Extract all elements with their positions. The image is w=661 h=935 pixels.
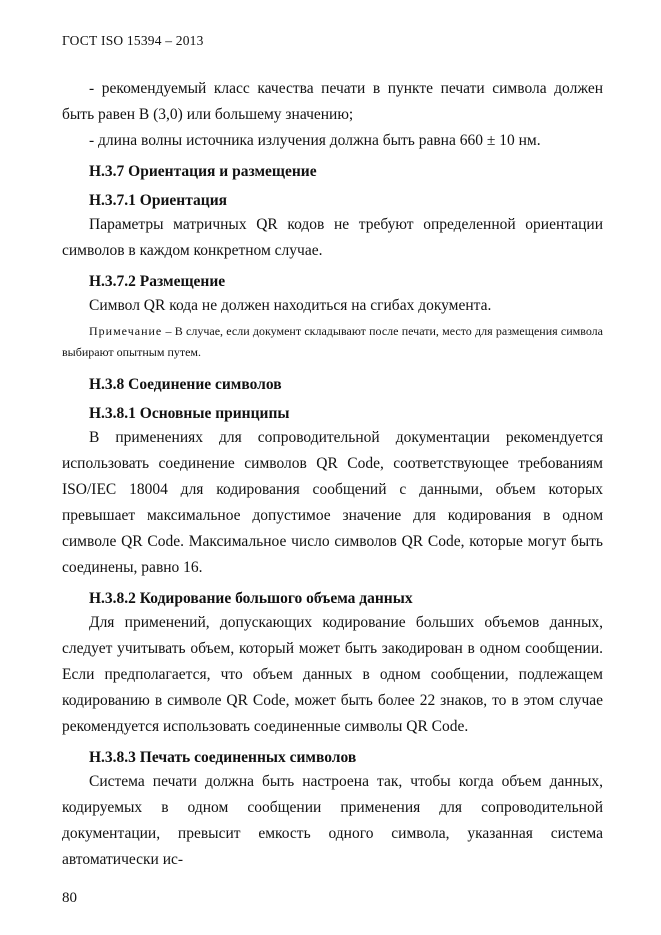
standard-header: ГОСТ ISO 15394 – 2013 xyxy=(62,33,204,48)
note-text: – В случае, если документ складывают после печати, место для размещения символа выбирают опытным путем. xyxy=(62,324,603,359)
heading-orientation-placement: H.3.7 Ориентация и размещение xyxy=(89,163,317,180)
paragraph-orientation: Параметры матричных QR кодов не требуют определенной ориентации символов в каждом конкретном случае. xyxy=(62,216,603,259)
heading-symbol-linking: H.3.8 Соединение символов xyxy=(89,376,282,393)
note-label: Примечание xyxy=(89,324,163,338)
paragraph-linked-symbol-printing: Система печати должна быть настроена так, чтобы когда объем данных, кодируемых в одном сообщении применения для сопроводительной документации, превысит емкость одного символа, указанная система автоматически ис- xyxy=(62,773,603,868)
heading-basic-principles: H.3.8.1 Основные принципы xyxy=(89,405,290,422)
page-number: 80 xyxy=(62,890,77,906)
paragraph-basic-principles: В применениях для сопроводительной документации рекомендуется использовать соединение символов QR Code, соответствующее требованиям ISO/IEC 18004 для кодирования сообщений с данными, объем которых превышает максимальное допустимое значение для кодирования в одном символе QR Code. Максимальное число символов QR Code, которые могут быть соединены, равно 16. xyxy=(62,429,603,576)
paragraph-wavelength: - длина волны источника излучения должна быть равна 660 ± 10 нм. xyxy=(89,132,541,149)
page-body xyxy=(62,76,603,873)
heading-placement: H.3.7.2 Размещение xyxy=(89,273,226,290)
paragraph-print-quality: - рекомендуемый класс качества печати в пункте печати символа должен быть равен B (3,0) или большему значению; xyxy=(62,80,603,123)
heading-orientation: H.3.7.1 Ориентация xyxy=(89,192,228,209)
paragraph-placement: Символ QR кода не должен находиться на сгибах документа. xyxy=(89,297,492,314)
heading-large-data-encoding: H.3.8.2 Кодирование большого объема данных xyxy=(89,590,413,607)
paragraph-large-data-encoding: Для применений, допускающих кодирование больших объемов данных, следует учитывать объем, который может быть закодирован в одном сообщении. Если предполагается, что объем данных в одном сообщении, подлежащем кодированию в символе QR Code, может быть более 22 знаков, то в этом случае рекомендуется использовать соединенные символы QR Code. xyxy=(62,614,603,735)
note xyxy=(62,321,603,363)
heading-linked-symbol-printing: H.3.8.3 Печать соединенных символов xyxy=(89,749,357,766)
